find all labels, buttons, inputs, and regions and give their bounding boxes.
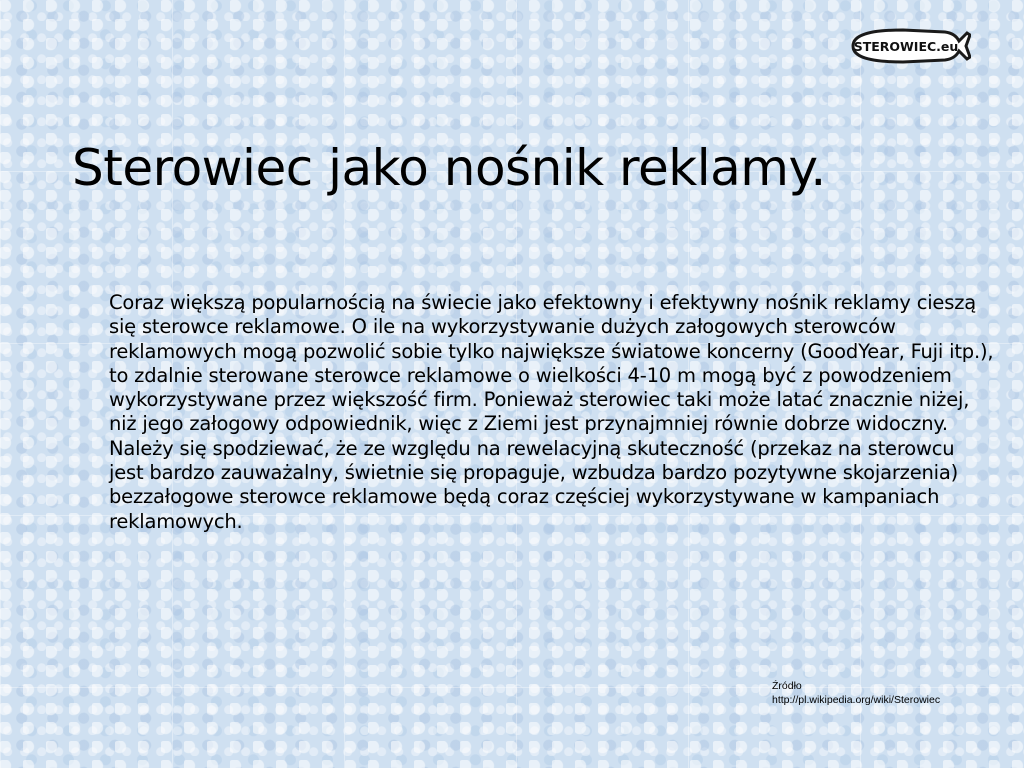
source-citation	[772, 679, 1012, 707]
source-label: Źródło	[772, 680, 802, 692]
airship-logo-icon	[849, 27, 971, 65]
source-url: http://pl.wikipedia.org/wiki/Sterowiec	[772, 694, 941, 706]
slide-paragraph: Coraz większą popularnością na świecie jako efektowny i efektywny nośnik reklamy cieszą się sterowce reklamowe. O ile na wykorzystywanie dużych załogowych sterowców reklamowych mogą pozwolić sobie tylko największe światowe koncerny (GoodYear, Fuji itp.), to zdalnie sterowane sterowce reklamowe o wielkości 4-10 m mogą być z powodzeniem wykorzystywane przez większość firm. Ponieważ sterowiec taki może latać znacznie niżej, niż jego załogowy odpowiednik, więc z Ziemi jest przynajmniej równie dobrze widoczny. Należy się spodziewać, że ze względu na rewelacyjną skuteczność (przekaz na sterowcu jest bardzo zauważalny, świetnie się propaguje, wzbudza bardzo pozytywne skojarzenia) bezzałogowe sterowce reklamowe będą coraz częściej wykorzystywane w kampaniach reklamowych.	[109, 291, 994, 533]
logo-text: STEROWIEC.eu	[853, 39, 959, 54]
slide-title: Sterowiec jako nośnik reklamy.	[72, 139, 826, 197]
